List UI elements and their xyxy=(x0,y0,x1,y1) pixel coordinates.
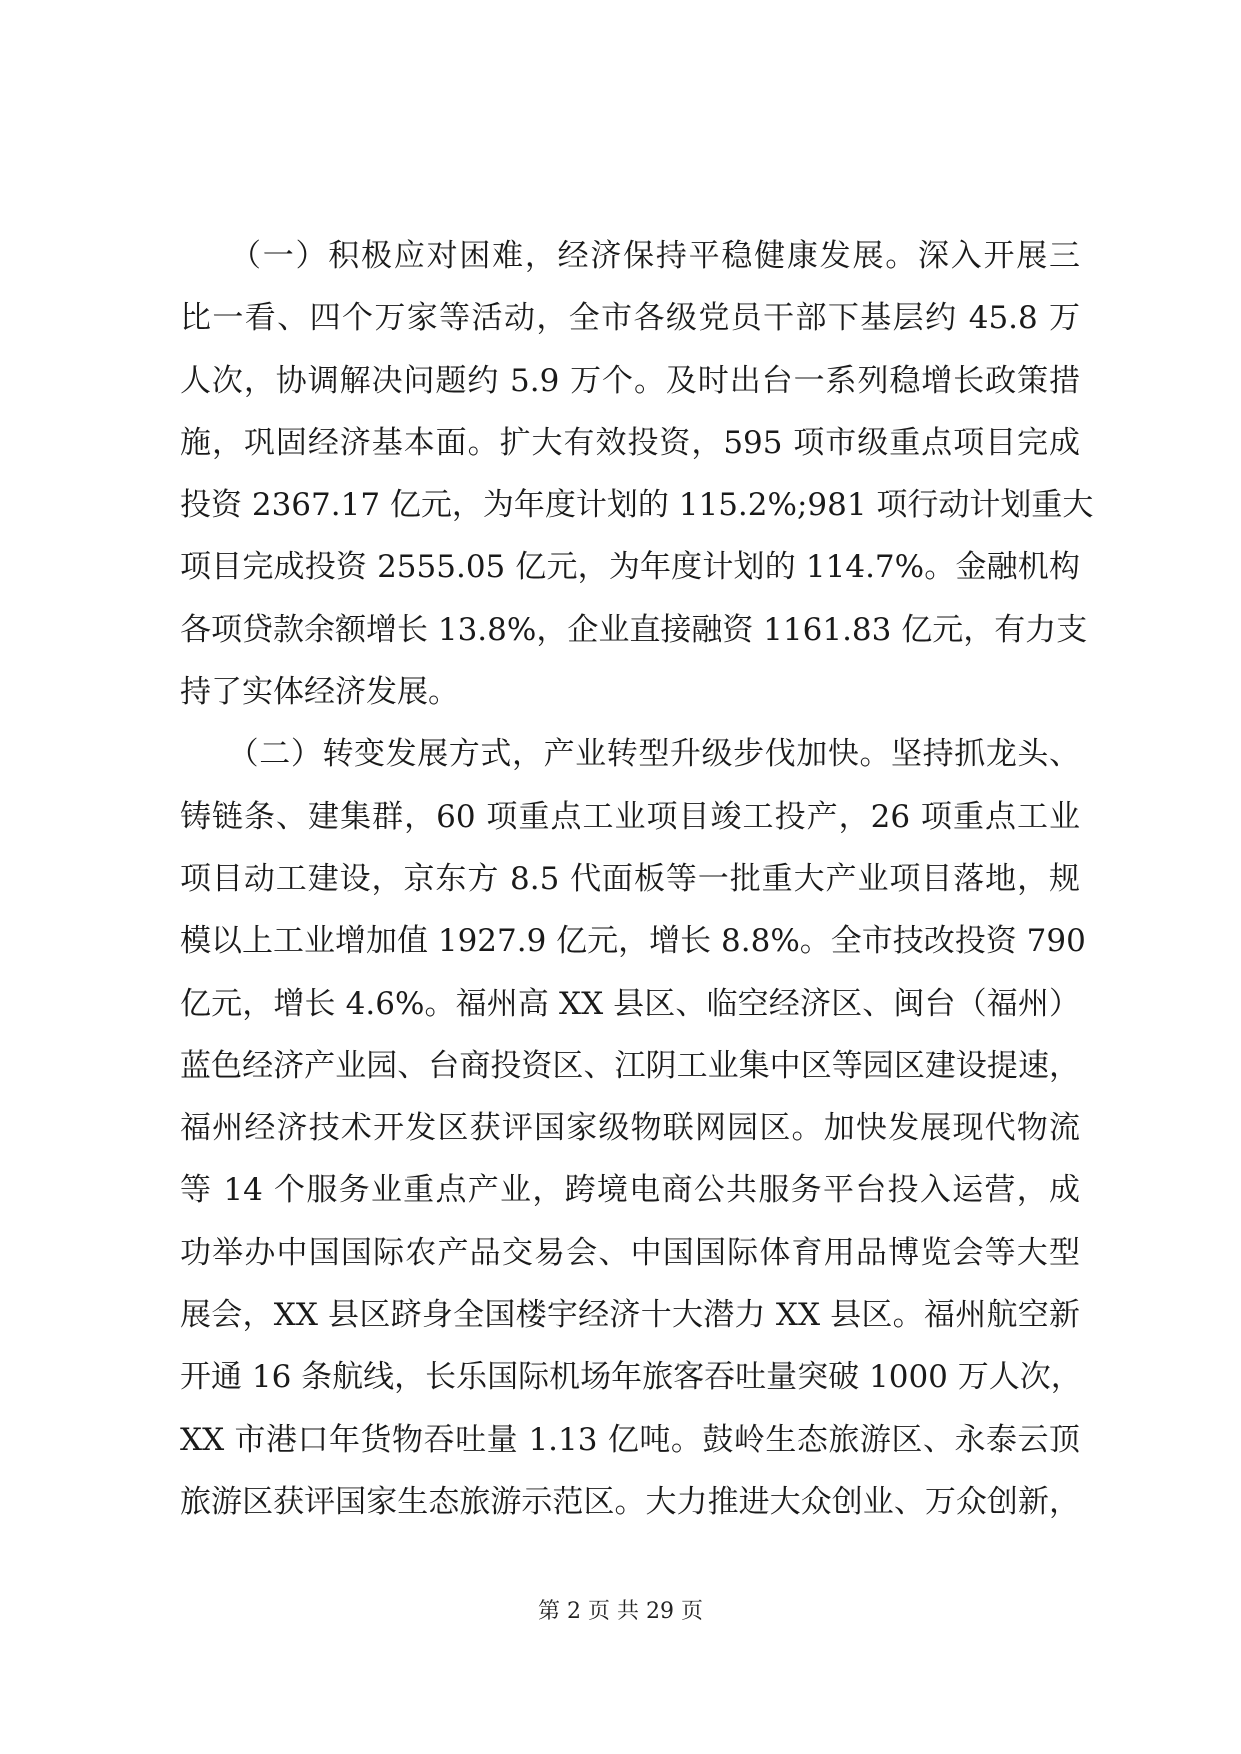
text-line: 人次，协调解决问题约 5.9 万个。及时出台一系列稳增长政策措 xyxy=(180,362,1080,399)
text-line: 亿元，增长 4.6%。福州高 XX 县区、临空经济区、闽台（福州） xyxy=(180,985,1080,1022)
text-line: 福州经济技术开发区获评国家级物联网园区。加快发展现代物流 xyxy=(180,1110,1080,1147)
text-line: 项目动工建设，京东方 8.5 代面板等一批重大产业项目落地，规 xyxy=(180,860,1080,897)
text-line: 开通 16 条航线，长乐国际机场年旅客吞吐量突破 1000 万人次， xyxy=(180,1359,1082,1396)
text-line: XX 市港口年货物吞吐量 1.13 亿吨。鼓岭生态旅游区、永泰云顶 xyxy=(180,1421,1080,1458)
text-line: 比一看、四个万家等活动，全市各级党员干部下基层约 45.8 万 xyxy=(180,300,1080,337)
text-line: 投资 2367.17 亿元，为年度计划的 115.2%;981 项行动计划重大 xyxy=(180,487,1094,524)
text-line: 项目完成投资 2555.05 亿元，为年度计划的 114.7%。金融机构 xyxy=(180,549,1080,586)
text-line: 铸链条、建集群，60 项重点工业项目竣工投产，26 项重点工业 xyxy=(180,798,1080,835)
page-footer xyxy=(0,1597,1241,1627)
text-line: 各项贷款余额增长 13.8%，企业直接融资 1161.83 亿元，有力支 xyxy=(180,611,1088,648)
text-line: 功举办中国国际农产品交易会、中国国际体育用品博览会等大型 xyxy=(180,1234,1080,1271)
text-line: 等 14 个服务业重点产业，跨境电商公共服务平台投入运营，成 xyxy=(180,1172,1080,1209)
text-line: 旅游区获评国家生态旅游示范区。大力推进大众创业、万众创新， xyxy=(180,1483,1080,1520)
text-line: 蓝色经济产业园、台商投资区、江阴工业集中区等园区建设提速， xyxy=(180,1047,1080,1084)
text-line: 展会，XX 县区跻身全国楼宇经济十大潜力 XX 县区。福州航空新 xyxy=(180,1297,1080,1334)
text-line: 持了实体经济发展。 xyxy=(180,674,459,711)
body-text xyxy=(180,225,1094,1533)
page-number-label: 第 2 页 共 29 页 xyxy=(538,1599,703,1624)
text-line: 施，巩固经济基本面。扩大有效投资，595 项市级重点项目完成 xyxy=(180,424,1080,461)
text-line: （二）转变发展方式，产业转型升级步伐加快。坚持抓龙头、 xyxy=(180,736,1080,773)
text-line: （一）积极应对困难，经济保持平稳健康发展。深入开展三 xyxy=(180,238,1080,274)
text-line: 模以上工业增加值 1927.9 亿元，增长 8.8%。全市技改投资 790 xyxy=(180,923,1086,960)
